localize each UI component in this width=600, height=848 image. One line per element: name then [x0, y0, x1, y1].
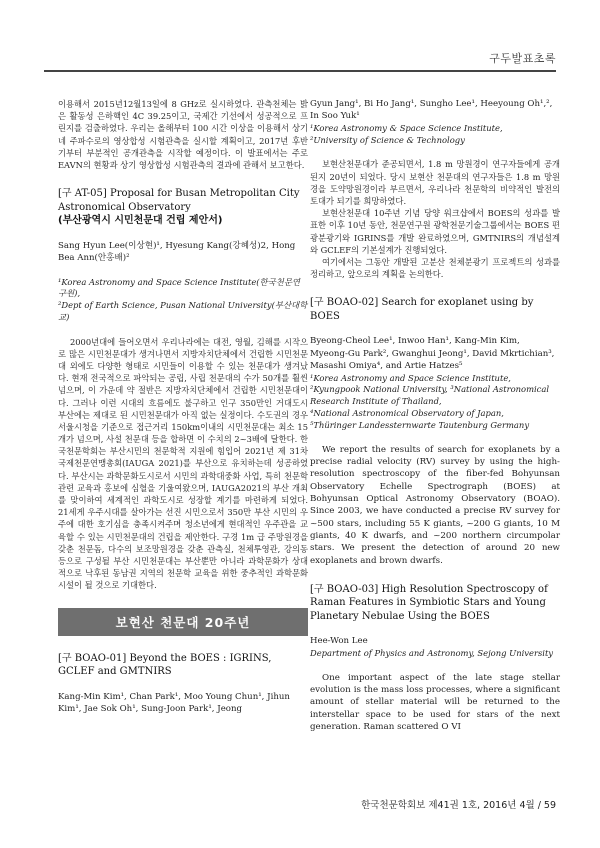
abstract-authors: Hee-Won Lee: [310, 636, 368, 647]
abstract-body: One important aspect of the late stage stellar evolution is the mass loss processes, where a significant amount of stellar material will be returned to the interstellar space to be used for stars of the next generation. Raman scattered O VI: [310, 672, 560, 733]
affiliation: Department of Physics and Astronomy, Sejong University: [310, 647, 554, 658]
affiliation: ¹Korea Astronomy and Space Science Institute(한국천문연구원),: [58, 276, 300, 299]
header-divider: [44, 70, 556, 72]
affiliation: ²Kyungpook National University, ³National Astronomical Research Institute of Thailand,: [310, 384, 550, 407]
affiliation: ⁵Thüringer Landessternwarte Tautenburg Germany: [310, 419, 530, 430]
abstract-authors: Gyun Jang¹, Bi Ho Jang¹, Sungho Lee¹, Heeyoung Oh¹,², In Soo Yuk¹: [310, 99, 553, 122]
abstract-body: 2000년대에 들어오면서 우리나라에는 대전, 영월, 김해를 시작으로 많은 시민천문대가 생겨나면서 지방자치단체에서 건립한 시민천문대 외에도 다양한 형태로 시민들이 이용할 수 있는 천문대가 생겨났다. 현재 전국적으로 파악되는 공립, 사립 천문대의 수가 50개를 훨씬 넘으며, 이 가운데 약 절반은 지방자치단체에서 건립한 시민천문대이다. 그러나 이런 시대의 흐름에도 불구하고 인구 350만인 거대도시 부산에는 제대로 된 시민천문대가 아직 없는 실정이다. 수도권의 경우 서울시청을 기준으로 접근거리 150km이내의 시민천문대는 최소 15개가 넘으며, 사설 천문대 등을 합하면 이 수치의 2~3배에 달한다. 한국천문학회는 부산시민의 천문학적 지원에 힘입어 2021년 제 31차 국제천문연맹총회(IAUGA 2021)를 부산으로 유치하는데 성공하였다. 부산시는 과학문화도시로서 시민의 과학대중화 사업, 특히 천문학 관련 교육과 홍보에 심혈을 기울여왔으며, IAUGA2021의 부산 개최를 맞이하여 세계적인 과학도시로 성장할 계기를 마련하게 되었다. 21세게 우주시대를 살아가는 선진 시민으로서 350만 부산 시민의 우주에 대한 호기심을 충족시켜주며 청소년에게 현대적인 우주관을 교육할 수 있는 시민천문대의 건립을 제안한다. 구경 1m 급 주망원경을 갖춘 천문돔, 다수의 보조망원경을 갖춘 관측실, 천체투영관, 강의동 등으로 구성될 부산 시민천문대는 부산뿐만 아니라 과학문화가 상대적으로 낙후된 동남권 지역의 천문학 교육을 위한 중추적인 과학문화시설이 될 것으로 기대한다.: [58, 336, 308, 591]
abstract-title: [구 BOAO-01] Beyond the BOES : IGRINS, GCLEF and GMTNIRS: [58, 652, 272, 678]
abstract-authors: Byeong-Cheol Lee¹, Inwoo Han¹, Kang-Min Kim, Myeong-Gu Park², Gwanghui Jeong¹, David Mkrtichian³, Masashi Omiya⁴, and Artie Hatzes⁵: [310, 336, 555, 372]
page-footer: 한국천문학회보 제41권 1호, 2016년 4월 / 59: [361, 800, 556, 811]
abstract-boao02: [310, 296, 560, 567]
affiliation: ¹Korea Astronomy and Space Science Institute,: [310, 372, 511, 383]
abstract-title-korean: (부산광역시 시민천문대 건립 제안서): [58, 215, 223, 227]
abstract-at05: [58, 187, 308, 591]
abstract-authors: Kang-Min Kim¹, Chan Park¹, Moo Young Chun¹, Jihun Kim¹, Jae Sok Oh¹, Sung-Joon Park¹, Jeong: [58, 691, 290, 714]
affiliation: ²Dept of Earth Science, Pusan National University(부산대학교): [58, 300, 308, 322]
right-column: [310, 98, 560, 733]
abstract-authors: Sang Hyun Lee(이상현)¹, Hyesung Kang(강혜성)2, Hong Bea Ann(안홍배)²: [58, 240, 296, 264]
abstract-body: 보현산천문대 10주년 기념 당양 워크샵에서 BOES의 성과를 발표한 이후 10년 동안, 천문연구원 광학천문기술그룹에서는 BOES 편광분광기와 IGRINS를 개발 완료하였으며, GMTNIRS의 개념설계와 GCLEF의 기본설계가 진행되었다.: [310, 208, 560, 255]
abstract-body: 보현산천문대가 준공되면서, 1.8 m 망원경이 연구자들에게 공개된지 20년이 되었다. 당시 보현산 천문대의 연구자들은 1.8 m 망원경을 도약망원경이라 부르면서, 우리나라 천문학의 비약적인 발전의 토대가 되기를 희망하였다.: [310, 159, 560, 206]
abstract-title: [구 BOAO-03] High Resolution Spectroscopy of Raman Features in Symbiotic Stars and Young Planetary Nebulae Using the BOES: [310, 583, 548, 622]
abstract-title: [구 BOAO-02] Search for exoplanet using by BOES: [310, 297, 534, 322]
abstract-body: 여기에서는 그동안 개발된 고분산 천체분광기 프로젝트의 성과를 정리하고, 앞으로의 계획을 논의한다.: [310, 256, 560, 280]
left-column: [58, 98, 308, 715]
affiliation: ¹Korea Astronomy & Space Science Institute,: [310, 122, 503, 133]
abstract-boao01: [58, 652, 308, 716]
abstract-boao01-continued: [310, 98, 560, 280]
abstract-title: [구 AT-05] Proposal for Busan Metropolitan City Astronomical Observatory: [58, 188, 300, 213]
affiliation: ²University of Science & Technology: [310, 134, 465, 145]
abstract-body: We report the results of search for exoplanets by a precise radial velocity (RV) survey by using the high-resolution spectroscopy of the fiber-fed Bohyunsan Observatory Echelle Spectrograph (BOES) at Bohyunsan Optical Astronomy Observatory (BOAO). Since 2003, we have conducted a precise RV survey for ~500 stars, including 55 K giants, ~200 G giants, 10 M giants, 40 K dwarfs, and ~200 northern circumpolar stars. We present the detection of around 20 new exoplanets and brown dwarfs.: [310, 444, 560, 566]
abstract-boao03: [310, 583, 560, 733]
continued-abstract-paragraph: 이용해서 2015년12월13일에 8 GHz로 실시하였다. 관측천체는 밝은 활동성 은하핵인 4C 39.25이고, 국제간 기선에서 성공적으로 프린지를 검출하였다. 우리는 올해부터 100 시간 이상을 이용해서 상기 네 주파수로의 영상합성 시험관측을 실시할 계획이고, 2017년 후반기부터 부분적인 공개관측을 시작할 예정이다. 이 발표에서는 주로 EAVN의 현황과 상기 영상합성 시험관측의 결과에 관해서 보고한다.: [58, 99, 308, 170]
section-banner: 보현산 천문대 20주년: [58, 608, 308, 636]
section-header-label: 구두발표초록: [489, 52, 556, 65]
affiliation: ⁴National Astronomical Observatory of Japan,: [310, 407, 504, 418]
